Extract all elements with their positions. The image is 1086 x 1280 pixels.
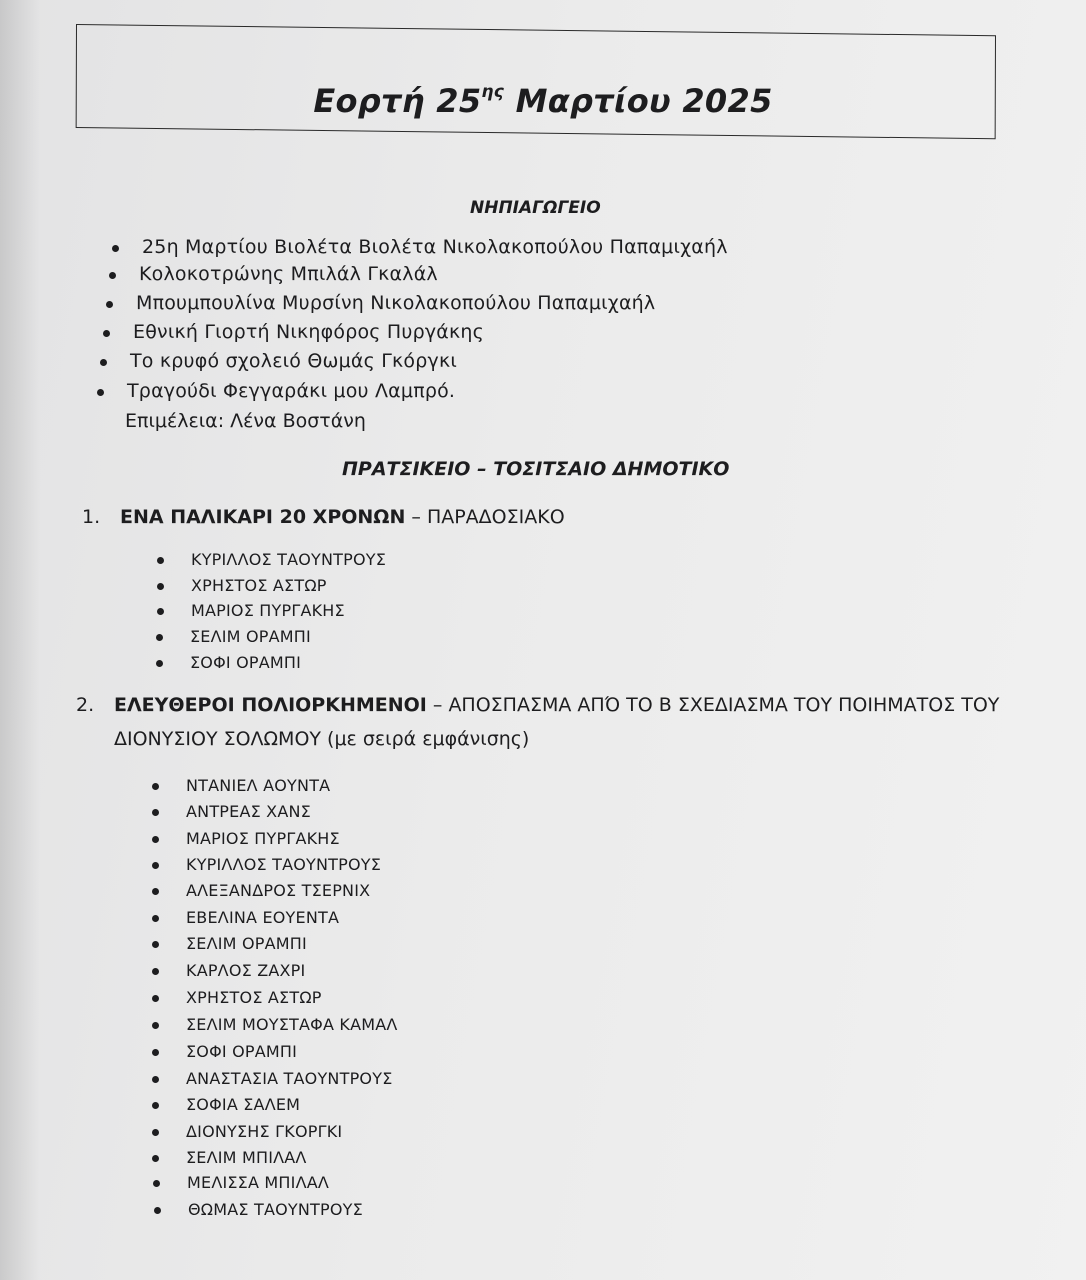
list-item: ΜΑΡΙΟΣ ΠΥΡΓΑΚΗΣ bbox=[186, 829, 340, 848]
bullet-icon bbox=[112, 245, 119, 252]
list-item: 25η Μαρτίου Βιολέτα Βιολέτα Νικολακοπούλου Παπαμιχαήλ bbox=[142, 236, 728, 258]
page-title: Εορτή $25^{\eta\varsigma}$ Μαρτίου 2025 bbox=[313, 82, 773, 120]
list-item: Κολοκοτρώνης Μπιλάλ Γκαλάλ bbox=[139, 263, 438, 285]
bullet-icon bbox=[156, 660, 163, 667]
page-edge-shadow bbox=[0, 0, 40, 1280]
title-superscript: ης bbox=[481, 82, 505, 102]
bullet-icon bbox=[100, 359, 107, 366]
bullet-icon bbox=[152, 1049, 159, 1056]
list-item: ΑΝΤΡΕΑΣ ΧΑΝΣ bbox=[186, 802, 311, 821]
list-item: ΣΟΦΙ ΟΡΑΜΠΙ bbox=[186, 1042, 297, 1061]
list-item: ΚΥΡΙΛΛΟΣ ΤΑΟΥΝΤΡΟΥΣ bbox=[191, 550, 386, 569]
list-item: ΣΕΛΙΜ ΜΠΙΛΑΛ bbox=[186, 1148, 307, 1167]
bullet-icon bbox=[154, 1207, 161, 1214]
list-item: ΣΟΦΙΑ ΣΑΛΕΜ bbox=[186, 1095, 300, 1114]
list-item: Το κρυφό σχολειό Θωμάς Γκόργκι bbox=[130, 350, 457, 372]
bullet-icon bbox=[106, 301, 113, 308]
bullet-icon bbox=[157, 583, 164, 590]
bullet-icon bbox=[152, 1102, 159, 1109]
list-item: Εθνική Γιορτή Νικηφόρος Πυργάκης bbox=[133, 321, 484, 343]
bullet-icon bbox=[152, 1129, 159, 1136]
bullet-icon bbox=[152, 968, 159, 975]
bullet-icon bbox=[152, 836, 159, 843]
list-item: ΧΡΗΣΤΟΣ ΑΣΤΩΡ bbox=[191, 576, 327, 595]
bullet-icon bbox=[152, 915, 159, 922]
kindergarten-heading: ΝΗΠΙΑΓΩΓΕΙΟ bbox=[470, 198, 601, 218]
list-item: ΧΡΗΣΤΟΣ ΑΣΤΩΡ bbox=[186, 988, 322, 1007]
bullet-icon bbox=[157, 608, 164, 615]
list-item: Μπουμπουλίνα Μυρσίνη Νικολακοπούλου Παπαμιχαήλ bbox=[136, 292, 655, 314]
bullet-icon bbox=[152, 1155, 159, 1162]
list-item: ΜΕΛΙΣΣΑ ΜΠΙΛΑΛ bbox=[187, 1173, 329, 1192]
list-item: ΕΒΕΛΙΝΑ ΕΟΥΕΝΤΑ bbox=[186, 908, 339, 927]
list-item: ΔΙΟΝΥΣΗΣ ΓΚΟΡΓΚΙ bbox=[186, 1122, 342, 1141]
list-item: ΚΑΡΛΟΣ ΖΑΧΡΙ bbox=[186, 961, 305, 980]
bullet-icon bbox=[157, 557, 164, 564]
bullet-icon bbox=[152, 995, 159, 1002]
bullet-icon bbox=[152, 941, 159, 948]
list-item: ΣΕΛΙΜ ΟΡΑΜΠΙ bbox=[186, 934, 307, 953]
bullet-icon bbox=[109, 272, 116, 279]
school-heading: ΠΡΑΤΣΙΚΕΙΟ – ΤΟΣΙΤΣΑΙΟ ΔΗΜΟΤΙΚΟ bbox=[342, 458, 730, 480]
list-item: Τραγούδι Φεγγαράκι μου Λαμπρό. bbox=[127, 380, 455, 402]
bullet-icon bbox=[153, 1180, 160, 1187]
bullet-icon bbox=[103, 330, 110, 337]
bullet-icon bbox=[152, 783, 159, 790]
bullet-icon bbox=[97, 389, 104, 396]
list-item: ΜΑΡΙΟΣ ΠΥΡΓΑΚΗΣ bbox=[191, 601, 345, 620]
bullet-icon bbox=[152, 1076, 159, 1083]
bullet-icon bbox=[152, 809, 159, 816]
list-item: ΣΟΦΙ ΟΡΑΜΠΙ bbox=[190, 653, 301, 672]
bullet-icon bbox=[152, 1022, 159, 1029]
list-item: ΣΕΛΙΜ ΟΡΑΜΠΙ bbox=[190, 627, 311, 646]
list-item: ΣΕΛΙΜ ΜΟΥΣΤΑΦΑ ΚΑΜΑΛ bbox=[186, 1015, 398, 1034]
document-page: Εορτή $25^{\eta\varsigma}$ Μαρτίου 2025 ΝΗΠΙΑΓΩΓΕΙΟ 25η Μαρτίου Βιολέτα Βιολέτα Νικολακοπούλου Παπαμιχαήλ Κολοκοτρώνης Μπιλάλ Γκαλάλ Μπουμπουλίνα Μυρσίνη Νικολακοπούλου Παπαμιχαήλ Εθνική Γιορτή Νικηφόρος Πυργάκης Το κρυφό σχολειό Θωμάς Γκόργκι Τραγούδι Φεγγαράκι μου Λαμπρό. Επιμέλεια: Λένα Βοστάνη ΠΡΑΤΣΙΚΕΙΟ – ΤΟΣΙΤΣΑΙΟ ΔΗΜΟΤΙΚΟ 1. ΕΝΑ ΠΑΛΙΚΑΡΙ 20 ΧΡΟΝΩΝ – ΠΑΡΑΔΟΣΙΑΚΟ ΚΥΡΙΛΛΟΣ ΤΑΟΥΝΤΡΟΥΣ ΧΡΗΣΤΟΣ ΑΣΤΩΡ ΜΑΡΙΟΣ ΠΥΡΓΑΚΗΣ ΣΕΛΙΜ ΟΡΑΜΠΙ ΣΟΦΙ ΟΡΑΜΠΙ 2. ΕΛΕΥΘΕΡΟΙ ΠΟΛΙΟΡΚΗΜΕΝΟΙ – ΑΠΟΣΠΑΣΜΑ ΑΠΌ ΤΟ Β ΣΧΕΔΙΑΣΜΑ ΤΟΥ ΠΟΙΗΜΑΤΟΣ ΤΟΥ ΔΙΟΝΥΣΙΟΥ ΣΟΛΩΜΟΥ (με σειρά εμφάνισης) ΝΤΑΝΙΕΛ ΑΟΥΝΤΑ ΑΝΤΡΕΑΣ ΧΑΝΣ ΜΑΡΙΟΣ ΠΥΡΓΑΚΗΣ ΚΥΡΙΛΛΟΣ ΤΑΟΥΝΤΡΟΥΣ ΑΛΕΞΑΝΔΡΟΣ ΤΣΕΡΝΙΧ ΕΒΕΛΙΝΑ ΕΟΥΕΝΤΑ ΣΕΛΙΜ ΟΡΑΜΠΙ ΚΑΡΛΟΣ ΖΑΧΡΙ ΧΡΗΣΤΟΣ ΑΣΤΩΡ ΣΕΛΙΜ ΜΟΥΣΤΑΦΑ ΚΑΜΑΛ ΣΟΦΙ ΟΡΑΜΠΙ ΑΝΑΣΤΑΣΙΑ ΤΑΟΥΝΤΡΟΥΣ ΣΟΦΙΑ ΣΑΛΕΜ ΔΙΟΝΥΣΗΣ ΓΚΟΡΓΚΙ ΣΕΛΙΜ ΜΠΙΛΑΛ ΜΕΛΙΣΣΑ ΜΠΙΛΑΛ ΘΩΜΑΣ ΤΑΟΥΝΤΡΟΥΣ bbox=[0, 0, 1086, 1280]
list-item: ΝΤΑΝΙΕΛ ΑΟΥΝΤΑ bbox=[186, 776, 330, 795]
credit-line: Επιμέλεια: Λένα Βοστάνη bbox=[125, 410, 366, 432]
list-item: ΑΛΕΞΑΝΔΡΟΣ ΤΣΕΡΝΙΧ bbox=[186, 881, 370, 900]
list-item: ΑΝΑΣΤΑΣΙΑ ΤΑΟΥΝΤΡΟΥΣ bbox=[186, 1069, 393, 1088]
bullet-icon bbox=[156, 634, 163, 641]
bullet-icon bbox=[152, 862, 159, 869]
bullet-icon bbox=[152, 888, 159, 895]
list-item: ΚΥΡΙΛΛΟΣ ΤΑΟΥΝΤΡΟΥΣ bbox=[186, 855, 381, 874]
list-item: ΘΩΜΑΣ ΤΑΟΥΝΤΡΟΥΣ bbox=[188, 1200, 363, 1219]
